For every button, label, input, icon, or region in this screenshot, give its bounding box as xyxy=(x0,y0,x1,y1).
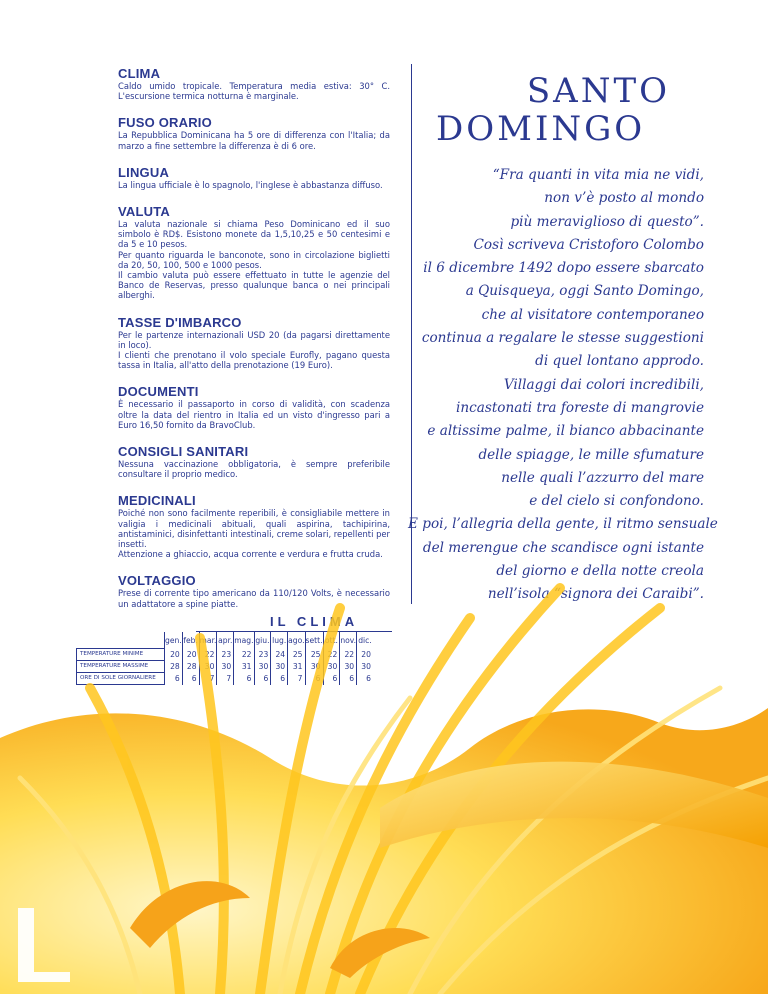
section-text: Prese di corrente tipo americano da 110/120 Volts, è necessario un adattatore a spine piatte. xyxy=(118,588,390,609)
table-cell: 23 xyxy=(254,649,271,661)
info-section xyxy=(118,66,390,101)
table-cell: 23 xyxy=(217,649,234,661)
quote-line: incastonati tra foreste di mangrovie xyxy=(456,399,704,416)
section-heading: LINGUA xyxy=(118,164,170,180)
quote-line: nelle quali l’azzurro del mare xyxy=(501,469,704,486)
table-cell: 30 xyxy=(323,661,340,673)
quote-line: che al visitatore contemporaneo xyxy=(481,306,704,323)
month-header: dic. xyxy=(357,632,373,649)
table-cell: 30 xyxy=(357,661,373,673)
row-label: TEMPERATURE MINIME xyxy=(77,649,165,661)
quote-line: del merengue che scandisce ogni istante xyxy=(422,539,704,556)
table-cell: 6 xyxy=(182,673,199,685)
month-header: giu. xyxy=(254,632,271,649)
table-cell: 6 xyxy=(357,673,373,685)
info-column xyxy=(118,66,390,623)
table-cell: 30 xyxy=(305,661,323,673)
quote-line: continua a regalare le stesse suggestioni xyxy=(421,330,704,347)
quote-line: delle spiagge, le mille sfumature xyxy=(478,446,704,463)
table-cell: 22 xyxy=(340,649,357,661)
section-heading: CONSIGLI SANITARI xyxy=(118,444,249,460)
table-cell: 6 xyxy=(271,673,288,685)
table-cell: 20 xyxy=(357,649,373,661)
info-section xyxy=(118,204,390,301)
quote-line: “Fra quanti in vita mia ne vidi, xyxy=(492,167,704,183)
quote-line: nell’isola “signora dei Caraibi”. xyxy=(487,586,704,603)
table-cell: 6 xyxy=(305,673,323,685)
table-cell: 6 xyxy=(165,673,183,685)
table-cell: 30 xyxy=(199,661,217,673)
section-heading: CLIMA xyxy=(118,66,161,81)
table-cell: 25 xyxy=(288,649,305,661)
month-header: apr. xyxy=(217,632,234,649)
table-cell: 22 xyxy=(234,649,254,661)
section-text: È necessario il passaporto in corso di validità, con scadenza oltre la data del rientro in Italia ed un visto d'ingresso pari a Euro 16,50 fornito da BravoClub. xyxy=(118,399,390,430)
section-text: Caldo umido tropicale. Temperatura media estiva: 30° C. L'escursione termica notturna è marginale. xyxy=(118,81,390,102)
table-cell: 30 xyxy=(254,661,271,673)
info-section xyxy=(118,384,390,430)
row-label: ORE DI SOLE GIORNALIERE xyxy=(77,673,165,685)
table-cell: 24 xyxy=(271,649,288,661)
table-cell: 25 xyxy=(305,649,323,661)
section-text: Poiché non sono facilmente reperibili, è consigliabile mettere in valigia i medicinali abituali, quali aspirina, tachipirina, antistaminici, disinfettanti intestinali, creme solari, repellenti per insetti. Attenzione a ghiaccio, acqua corrente e verdura e frutta cruda. xyxy=(118,508,390,560)
title-line-2: DOMINGO xyxy=(436,109,646,149)
quote-line: a Quisqueya, oggi Santo Domingo, xyxy=(465,283,704,300)
quote-line: non v’è posto al mondo xyxy=(544,190,704,207)
section-text: Nessuna vaccinazione obbligatoria, è sempre preferibile consultare il proprio medico. xyxy=(118,459,390,480)
info-section xyxy=(118,444,390,479)
section-text: La valuta nazionale si chiama Peso Dominicano ed il suo simbolo è RD$. Esistono monete da 1,5,10,25 e 50 centesimi e da 5 e 10 pesos. Per quanto riguarda le banconote, sono in circolazione biglietti da 20, 50, 100, 500 e 1000 pesos. Il cambio valuta può essere effettuato in tutte le agenzie del Banco de Reservas, presso qualunque banca o nei principali alberghi. xyxy=(118,219,390,301)
quote-line: Villaggi dai colori incredibili, xyxy=(503,376,704,393)
table-cell: 6 xyxy=(234,673,254,685)
table-cell: 31 xyxy=(234,661,254,673)
quote-line: di quel lontano approdo. xyxy=(535,353,704,370)
info-section xyxy=(118,115,390,150)
intro-quote xyxy=(408,164,718,607)
month-header: sett. xyxy=(305,632,323,649)
quote-line: del giorno e della notte creola xyxy=(496,563,704,580)
quote-line: e del cielo si confondono. xyxy=(529,493,704,510)
table-cell: 30 xyxy=(340,661,357,673)
section-heading: TASSE D'IMBARCO xyxy=(118,314,242,330)
table-cell: 30 xyxy=(217,661,234,673)
page-title xyxy=(436,72,676,148)
climate-title: IL CLIMA xyxy=(196,612,392,632)
section-heading: VOLTAGGIO xyxy=(118,573,196,589)
table-cell: 6 xyxy=(340,673,357,685)
month-header: nov. xyxy=(340,632,357,649)
table-cell: 31 xyxy=(288,661,305,673)
sun-decoration xyxy=(0,548,768,994)
section-heading: VALUTA xyxy=(118,204,170,220)
month-header: ott. xyxy=(323,632,340,649)
table-cell: 7 xyxy=(217,673,234,685)
info-section xyxy=(118,165,390,190)
section-heading: FUSO ORARIO xyxy=(118,115,212,131)
quote-line: E poi, l’allegria della gente, il ritmo sensuale xyxy=(408,516,718,533)
quote-line: Così scriveva Cristoforo Colombo xyxy=(473,236,704,253)
table-cell: 22 xyxy=(199,649,217,661)
section-heading: MEDICINALI xyxy=(118,493,196,509)
month-header: mag. xyxy=(234,632,254,649)
info-section xyxy=(118,315,390,371)
section-text: Per le partenze internazionali USD 20 (da pagarsi direttamente in loco). I clienti che prenotano il volo speciale Eurofly, pagano questa tassa in Italia, all'atto della prenotazione (19 Euro). xyxy=(118,329,390,371)
table-cell: 6 xyxy=(323,673,340,685)
table-cell: 30 xyxy=(271,661,288,673)
table-cell: 6 xyxy=(254,673,271,685)
table-cell: 28 xyxy=(182,661,199,673)
section-heading: DOCUMENTI xyxy=(118,384,199,400)
table-cell: 20 xyxy=(165,649,183,661)
month-header: ago. xyxy=(288,632,305,649)
month-header: feb. xyxy=(182,632,199,649)
quote-line: e altissime palme, il bianco abbacinante xyxy=(427,423,704,440)
quote-line: il 6 dicembre 1492 dopo essere sbarcato xyxy=(423,260,704,277)
section-text: La lingua ufficiale è lo spagnolo, l'inglese è abbastanza diffuso. xyxy=(118,179,383,190)
month-header: lug. xyxy=(271,632,288,649)
month-header: gen. xyxy=(165,632,183,649)
table-cell: 22 xyxy=(323,649,340,661)
row-label: TEMPERATURE MASSIME xyxy=(77,661,165,673)
table-cell: 7 xyxy=(288,673,305,685)
title-line-1: SANTO xyxy=(526,71,670,111)
month-header: mar. xyxy=(199,632,217,649)
section-text: La Repubblica Dominicana ha 5 ore di differenza con l'Italia; da marzo a fine settembre la differenza è di 6 ore. xyxy=(118,130,390,151)
table-cell: 20 xyxy=(182,649,199,661)
quote-line: più meraviglioso di questo”. xyxy=(510,213,704,230)
table-cell: 28 xyxy=(165,661,183,673)
table-cell: 7 xyxy=(199,673,217,685)
